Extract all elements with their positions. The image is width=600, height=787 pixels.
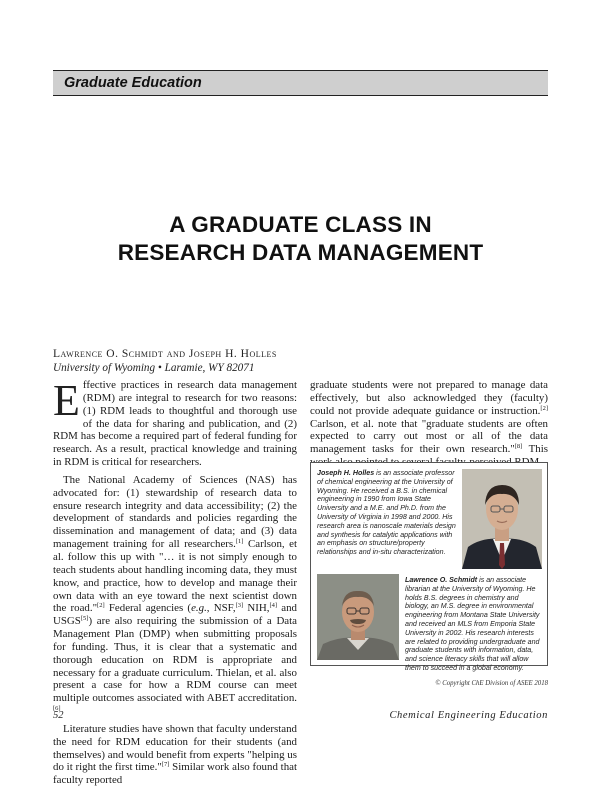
title-line-2: RESEARCH DATA MANAGEMENT <box>117 240 484 265</box>
header-rule-bottom <box>53 95 548 96</box>
citation-ref: [2] <box>97 602 105 610</box>
body-column-left <box>53 376 297 787</box>
citation-ref: [7] <box>161 761 170 769</box>
article-title <box>53 211 548 267</box>
citation-ref: [4] <box>269 602 278 610</box>
paragraph-4: graduate students were not prepared to manage data effectively, but also acknowledged they (faculty) could not provide adequate guidance or instruction.[2] Carlson, et al. note that "graduate students are often expected to carry out most or all of the data management tasks for their own research."[8] This <box>310 379 549 456</box>
page-number: 52 <box>53 710 64 721</box>
journal-name: Chemical Engineering Education <box>389 710 548 721</box>
paragraph-1: Effective practices in research data management (RDM) are integral to research for two reasons: (1) RDM leads to thoughtful and thorough use of the data for sharing and publication, and (2) RDM has become a required part of federal funding for research. As a result, practical knowledge and training in RDM is critical for researchers. <box>53 376 297 469</box>
paragraph-2: The National Academy of Sciences (NAS) has advocated for: (1) stewardship of research data to ensure research integrity and data accessibility; (2) the development of standards and policies regarding the dissemination and management of data; and (3) data management training for all researchers.[1] Carlson, et al. follow this up with "… it is not simply enough to teach students about handling incoming data, they must know, and practice, how to develop and manage their own data with an eye toward the next scientist down the road."[2] Federal agencies (e.g., NSF,[3] NIH,[4] and USGS[5]) are also requiring the submission of a Data Management Plan (DMP) when submitting proposals for funding. Thus, it is clear that a systematic and thorough education on RDM is appropriate and necessary for a graduate curriculum. Thielan, et al. also present a case for how a RDM course can meet multiple outcomes associated with ABET accreditation.[6] <box>53 473 297 713</box>
author-names: Lawrence O. Schmidt and Joseph H. Holles <box>53 348 277 360</box>
title-line-1: A GRADUATE CLASS IN <box>169 212 432 237</box>
author-photo-holles <box>462 469 542 569</box>
body-column-right <box>310 379 548 469</box>
drop-cap: E <box>53 376 80 425</box>
citation-ref: [1] <box>235 538 244 546</box>
citation-ref: [6] <box>53 705 61 713</box>
citation-ref: [2] <box>540 404 548 412</box>
citation-ref: [5] <box>80 615 89 623</box>
copyright-notice: © Copyright ChE Division of ASEE 2018 <box>435 680 548 687</box>
citation-ref: [3] <box>235 602 244 610</box>
author-photo-schmidt <box>317 574 399 660</box>
citation-ref: [8] <box>514 443 523 451</box>
author-bio-box <box>310 462 548 672</box>
author-affiliation: University of Wyoming • Laramie, WY 82071 <box>53 362 255 374</box>
paragraph-3: Literature studies have shown that faculty understand the need for RDM education for their students (and themselves) and would benefit from experts "helping us do it right the first time."[7] Similar work also found that faculty reported <box>53 722 297 787</box>
bio-holles: Joseph H. Holles is an associate professor of chemical engineering at the University of Wyoming. He received a B.S. in chemical engineering in 1990 from Iowa State University and a M.E. and Ph.D. from the University of Virginia in 1998 and 2000. His research area is nanoscale materials design and synthesis for catalytic applications with an emphasis on structure/property relationships and in-situ characterization. <box>317 469 456 557</box>
section-banner: Graduate Education <box>53 71 548 95</box>
bio-schmidt: Lawrence O. Schmidt is an associate librarian at the University of Wyoming. He holds B.S. degrees in chemistry and biology, an M.S. degree in environmental engineering from Montana State University and received an MLS from Emporia State University in 2002. His research interests are related to providing undergraduate and graduate students with information, data, and science literacy skills that will allow them to succeed in a global economy. <box>405 576 540 672</box>
